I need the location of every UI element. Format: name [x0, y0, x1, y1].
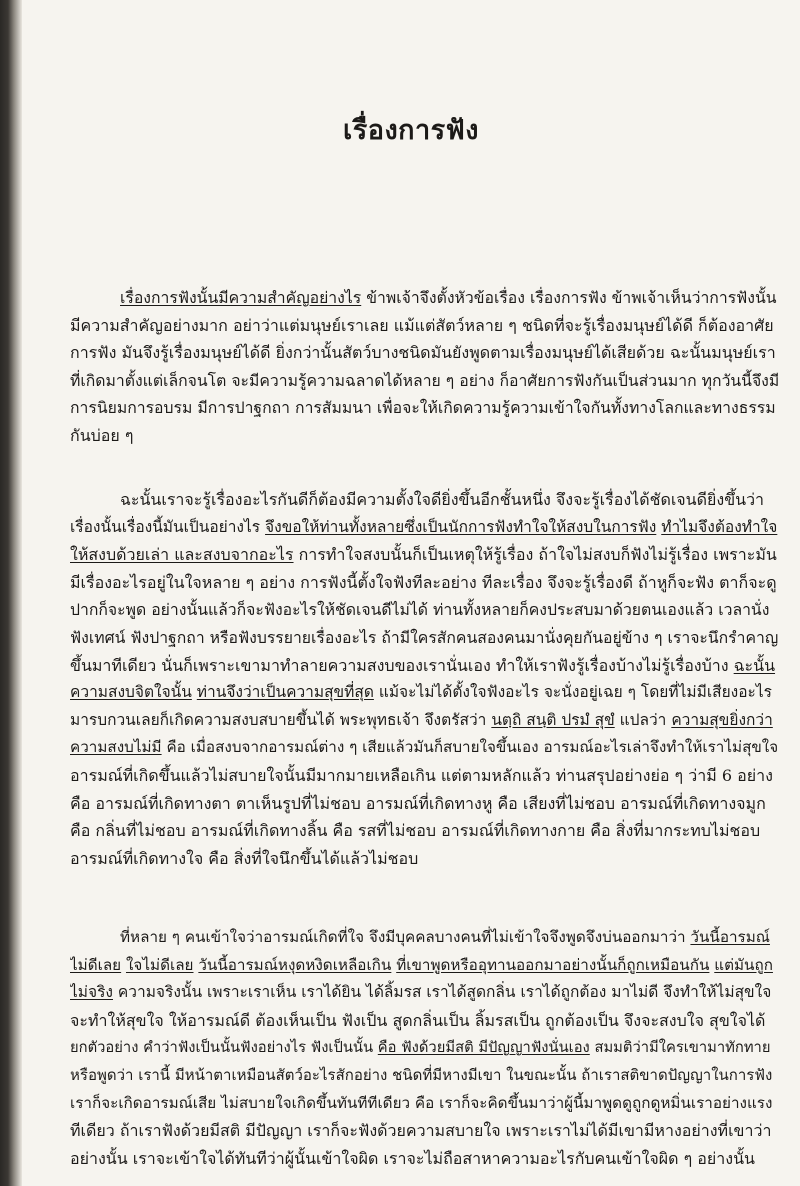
text-segment: จะทำให้สุขใจ ให้อารมณ์ดี ต้องเห็นเป็น ฟังเป็น สูดกลิ่นเป็น ลิ้มรสเป็น ถูกต้องเป็น จึงจะสงบใจ สุขใจได้	[70, 1010, 766, 1030]
text-line	[70, 1034, 780, 1062]
text-line	[70, 1062, 780, 1090]
text-segment: อย่างนั้น เราจะเข้าใจได้ทันทีว่าผู้นั้นเข้าใจผิด เราจะไม่ถือสาหาความอะไรกับคนเข้าใจผิด ๆ อย่างนั้น	[70, 1148, 755, 1168]
text-segment: เราก็จะเกิดอารมณ์เสีย ไม่สบายใจเกิดขึ้นทันทีทีเดียว คือ เราก็จะคิดขึ้นมาว่าผู้นี้มาพูดดูถูกดูหมิ่นเราอย่างแรง	[70, 1093, 773, 1112]
text-segment: มีความสำคัญอย่างมาก อย่าว่าแต่มนุษย์เราเลย แม้แต่สัตว์หลาย ๆ ชนิดที่จะรู้เรื่องมนุษย์ได้ดี ก็ต้องอาศัย	[70, 315, 774, 335]
underlined-text: จึงขอให้ท่านทั้งหลายซึ่งเป็นนักการฟังทำใจให้สงบในการฟัง	[265, 517, 657, 536]
underlined-text: คือ ฟังด้วยมีสติ มีปัญญาฟังนั่นเอง	[377, 1039, 590, 1057]
underlined-text: เรื่องการฟังนั้นมีความสำคัญอย่างไร	[120, 288, 362, 307]
underlined-text: ไม่จริง	[70, 983, 113, 1002]
text-segment: แปลว่า	[614, 710, 672, 729]
text-segment: การฟัง มันจึงรู้เรื่องมนุษย์ได้ดี ยิ่งกว่านั้นสัตว์บางชนิดมันยังพูดตามเรื่องมนุษย์ได้เสียด้วย ฉะนั้นมนุษย์เรา	[70, 343, 776, 363]
text-line	[70, 394, 780, 422]
paragraph-3	[70, 924, 780, 1172]
text-line	[70, 486, 780, 514]
text-line	[70, 817, 780, 845]
text-line	[70, 514, 780, 542]
text-segment: มารบกวนเลยก็เกิดความสงบสบายขึ้นได้ พระพุทธเจ้า จึงตรัสว่า	[70, 710, 492, 729]
text-line	[70, 284, 780, 312]
paragraph-2	[70, 486, 780, 872]
text-segment: สมมติว่ามีใครเขามาทักทาย	[589, 1039, 771, 1057]
text-segment: ขึ้นมาทีเดียว นั่นก็เพราะเขามาทำลายความสงบของเรานั่นเอง ทำให้เราฟังรู้เรื่องบ้างไม่รู้เรื่องบ้าง	[70, 655, 734, 675]
text-segment: ความจริงนั้น เพราะเราเห็น เราได้ยิน ได้ลิ้มรส เราได้สูดกลิ่น เราได้ถูกต้อง มาไม่ดี จึงทำให้ไม่สุขใจ	[113, 983, 772, 1002]
page-title: เรื่องการฟัง	[343, 115, 479, 146]
text-segment: ที่หลาย ๆ คนเข้าใจว่าอารมณ์เกิดที่ใจ จึงมีบุคคลบางคนที่ไม่เข้าใจจึงพูดจึงบ่นออกมาว่า	[120, 928, 691, 946]
text-segment: ฟังเทศน์ ฟังปาฐกถา หรือฟังบรรยายเรื่องอะไร ถ้ามีใครสักคนสองคนมานั่งคุยกันอยู่ข้าง ๆ เราจะนึกรำคาญ	[70, 627, 779, 647]
text-line	[70, 679, 780, 707]
text-segment: ทีเดียว ถ้าเราฟังด้วยมีสติ มีปัญญา เราก็จะฟังด้วยความสบายใจ เพราะเราไม่ได้มีเขามีหางอย่างที่เขาว่า	[70, 1121, 772, 1141]
text-line	[70, 652, 780, 680]
text-segment: คือ เมื่อสงบจากอารมณ์ต่าง ๆ เสียแล้วมันก็สบายใจขึ้นเอง อารมณ์อะไรเล่าจึงทำให้เราไม่สุขใจ	[161, 738, 779, 757]
text-line	[70, 845, 780, 873]
text-segment: การนิยมการอบรม มีการปาฐกถา การสัมมนา เพื่อจะให้เกิดความรู้ความเข้าใจกันทั้งทางโลกและทางธรรม	[70, 398, 776, 418]
text-line	[70, 339, 780, 367]
text-line	[70, 1007, 780, 1035]
text-line	[70, 541, 780, 569]
text-line	[70, 596, 780, 624]
text-line	[70, 624, 780, 652]
text-segment: การทำใจสงบนั้นก็เป็นเหตุให้รู้เรื่อง ถ้าใจไม่สงบก็ฟังไม่รู้เรื่อง เพราะมัน	[293, 545, 777, 565]
text-segment: หรือพูดว่า เรานี้ มีหน้าตาเหมือนสัตว์อะไรสักอย่าง ชนิดที่มีหางมีเขา ในขณะนั้น ถ้าเราสติขาดปัญญาในการฟัง	[70, 1065, 773, 1084]
text-segment: ฉะนั้นเราจะรู้เรื่องอะไรกันดีก็ต้องมีความตั้งใจดียิ่งขึ้นอีกชั้นหนึ่ง จึงจะรู้เรื่องได้ชัดเจนดียิ่งขึ้นว่า	[120, 490, 765, 509]
book-binding-shadow	[0, 0, 22, 1186]
underlined-text: นตฺถิ สนฺติ ปรมํ สุขํ	[491, 710, 615, 729]
text-segment: คือ อารมณ์ที่เกิดทางตา ตาเห็นรูปที่ไม่ชอบ อารมณ์ที่เกิดทางหู คือ เสียงที่ไม่ชอบ อารมณ์ที่เกิดทางจมูก	[70, 793, 766, 813]
text-line	[70, 762, 780, 790]
text-segment: อารมณ์ที่เกิดทางใจ คือ สิ่งที่ใจนึกขึ้นได้แล้วไม่ชอบ	[70, 848, 419, 868]
document-page	[22, 0, 800, 1186]
underlined-text: ความสงบจิตใจนั้น	[70, 683, 192, 702]
underlined-text: ใจไม่ดีเลย	[125, 955, 194, 974]
underlined-text: ไม่ดีเลย	[70, 955, 122, 974]
underlined-text: ความสงบไม่มี	[70, 738, 162, 757]
text-line	[70, 952, 780, 980]
underlined-text: วันนี้อารมณ์	[690, 928, 770, 946]
text-segment: เรื่องนั้นเรื่องนี้มันเป็นอย่างไร	[70, 517, 266, 536]
text-line	[70, 569, 780, 597]
underlined-text: แต่มันถูก	[714, 955, 773, 974]
text-segment: มีเรื่องอะไรอยู่ในใจหลาย ๆ อย่าง การฟังนี้ตั้งใจฟังทีละอย่าง ทีละเรื่อง จึงจะรู้เรื่องดี ถ้าหูก็จะฟัง ตาก็จะดู	[70, 572, 777, 592]
text-segment: คือ กลิ่นที่ไม่ชอบ อารมณ์ที่เกิดทางลิ้น คือ รสที่ไม่ชอบ อารมณ์ที่เกิดทางกาย คือ สิ่งที่มากระทบไม่ชอบ	[70, 821, 761, 841]
underlined-text: ความสุขยิ่งกว่า	[671, 710, 773, 729]
text-segment: แม้จะไม่ได้ตั้งใจฟังอะไร จะนั่งอยู่เฉย ๆ โดยที่ไม่มีเสียงอะไร	[373, 683, 772, 702]
text-segment: ที่เกิดมาตั้งแต่เล็กจนโต จะมีความรู้ความฉลาดได้หลาย ๆ อย่าง ก็อาศัยการฟังกันเป็นส่วนมาก ทุกวันนี้จึงมี	[70, 370, 780, 390]
text-segment: อารมณ์ที่เกิดขึ้นแล้วไม่สบายใจนั้นมีมากมายเหลือเกิน แต่ตามหลักแล้ว ท่านสรุปอย่างย่อ ๆ ว่ามี 6 อย่าง	[70, 765, 773, 785]
underlined-text: ทำไมจึงต้องทำใจ	[661, 517, 778, 536]
text-line	[70, 790, 780, 818]
underlined-text: ฉะนั้น	[733, 655, 776, 675]
underlined-text: วันนี้อารมณ์หงุดหงิดเหลือเกิน	[198, 955, 392, 974]
text-line	[70, 367, 780, 395]
text-line	[70, 1117, 780, 1145]
text-line	[70, 924, 780, 952]
text-line	[70, 1090, 780, 1118]
text-line	[70, 312, 780, 340]
text-segment: ปากก็จะพูด อย่างนั้นแล้วก็จะฟังอะไรให้ชัดเจนดีไม่ได้ ท่านทั้งหลายก็คงประสบมาด้วยตนเองแล้ว เวลานั่ง	[70, 600, 770, 620]
underlined-text: ที่เขาพูดหรืออุทานออกมาอย่างนั้นก็ถูกเหมือนกัน	[396, 955, 710, 974]
text-line	[70, 734, 780, 762]
paragraph-1	[70, 284, 780, 450]
text-line	[70, 979, 780, 1007]
text-line	[70, 1145, 780, 1173]
text-segment: กันบ่อย ๆ	[70, 425, 134, 445]
text-line	[70, 707, 780, 735]
underlined-text: ให้สงบด้วยเล่า และสงบจากอะไร	[70, 545, 294, 565]
text-segment: ข้าพเจ้าจึงตั้งหัวข้อเรื่อง เรื่องการฟัง ข้าพเจ้าเห็นว่าการฟังนั้น	[361, 288, 777, 307]
text-segment: ยกตัวอย่าง คำว่าฟังเป็นนั้นฟังอย่างไร ฟังเป็นนั้น	[70, 1039, 378, 1057]
underlined-text: ท่านจึงว่าเป็นความสุขที่สุด	[196, 683, 374, 702]
text-line	[70, 422, 780, 450]
